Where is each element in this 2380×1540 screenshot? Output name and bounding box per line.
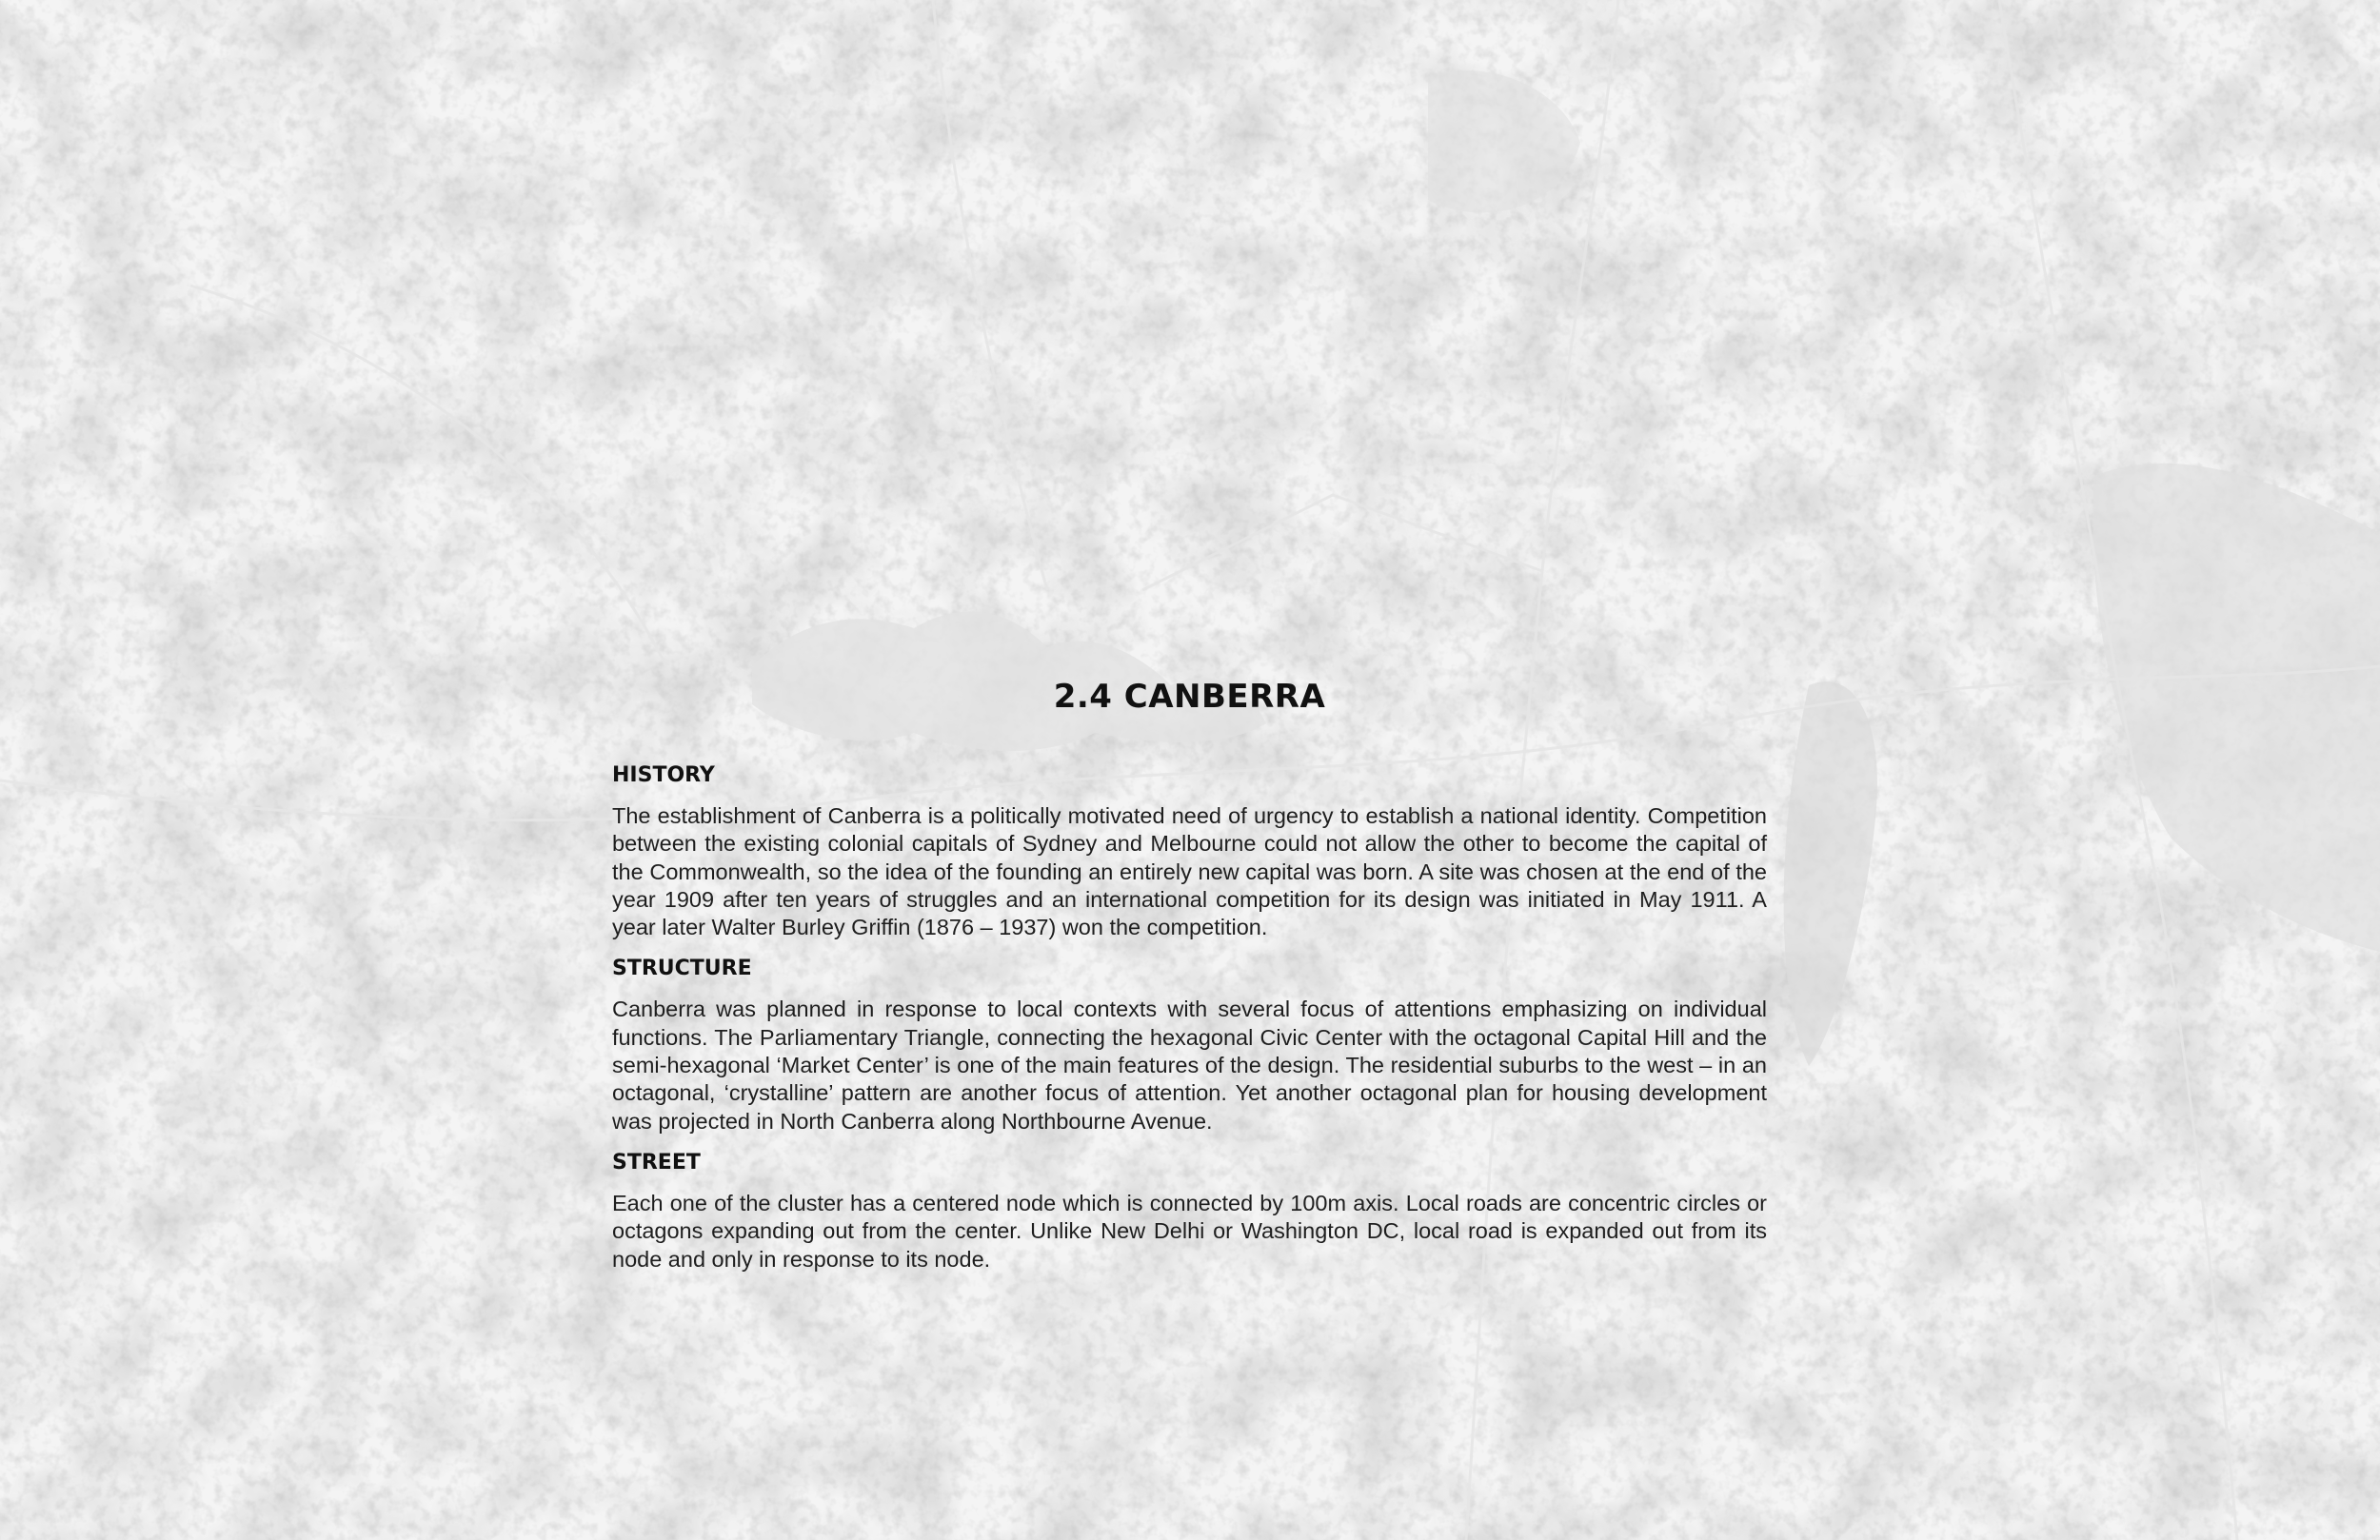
section-heading: HISTORY xyxy=(612,763,715,787)
section-body: Canberra was planned in response to local contexts with several focus of attentions emphasizing on individual functions. The Parliamentary Triangle, connecting the hexagonal Civic Center with the octagonal Capital Hill and the semi-hexagonal ‘Market Center’ is one of the main features of the design. The residential suburbs to the west – in an octagonal, ‘crystalline’ pattern are another focus of attention. Yet another octagonal plan for housing development was projected in North Canberra along Northbourne Avenue. xyxy=(612,997,1767,1134)
text-content xyxy=(612,678,1767,1289)
section-structure xyxy=(612,957,1767,1135)
section-history xyxy=(612,763,1767,941)
section-body: The establishment of Canberra is a politically motivated need of urgency to establish a national identity. Competition between the existing colonial capitals of Sydney and Melbourne could not allow the other to become the capital of the Commonwealth, so the idea of the founding an entirely new capital was born. A site was chosen at the end of the year 1909 after ten years of struggles and an international competition for its design was initiated in May 1911. A year later Walter Burley Griffin (1876 – 1937) won the competition. xyxy=(612,803,1767,940)
section-heading: STREET xyxy=(612,1150,701,1175)
section-heading: STRUCTURE xyxy=(612,957,752,981)
section-body: Each one of the cluster has a centered node which is connected by 100m axis. Local roads are concentric circles or octagons expanding out from the center. Unlike New Delhi or Washington DC, local road is expanded out from its node and only in response to its node. xyxy=(612,1190,1767,1272)
section-street xyxy=(612,1151,1767,1273)
page-title: 2.4 CANBERRA xyxy=(1053,678,1326,716)
